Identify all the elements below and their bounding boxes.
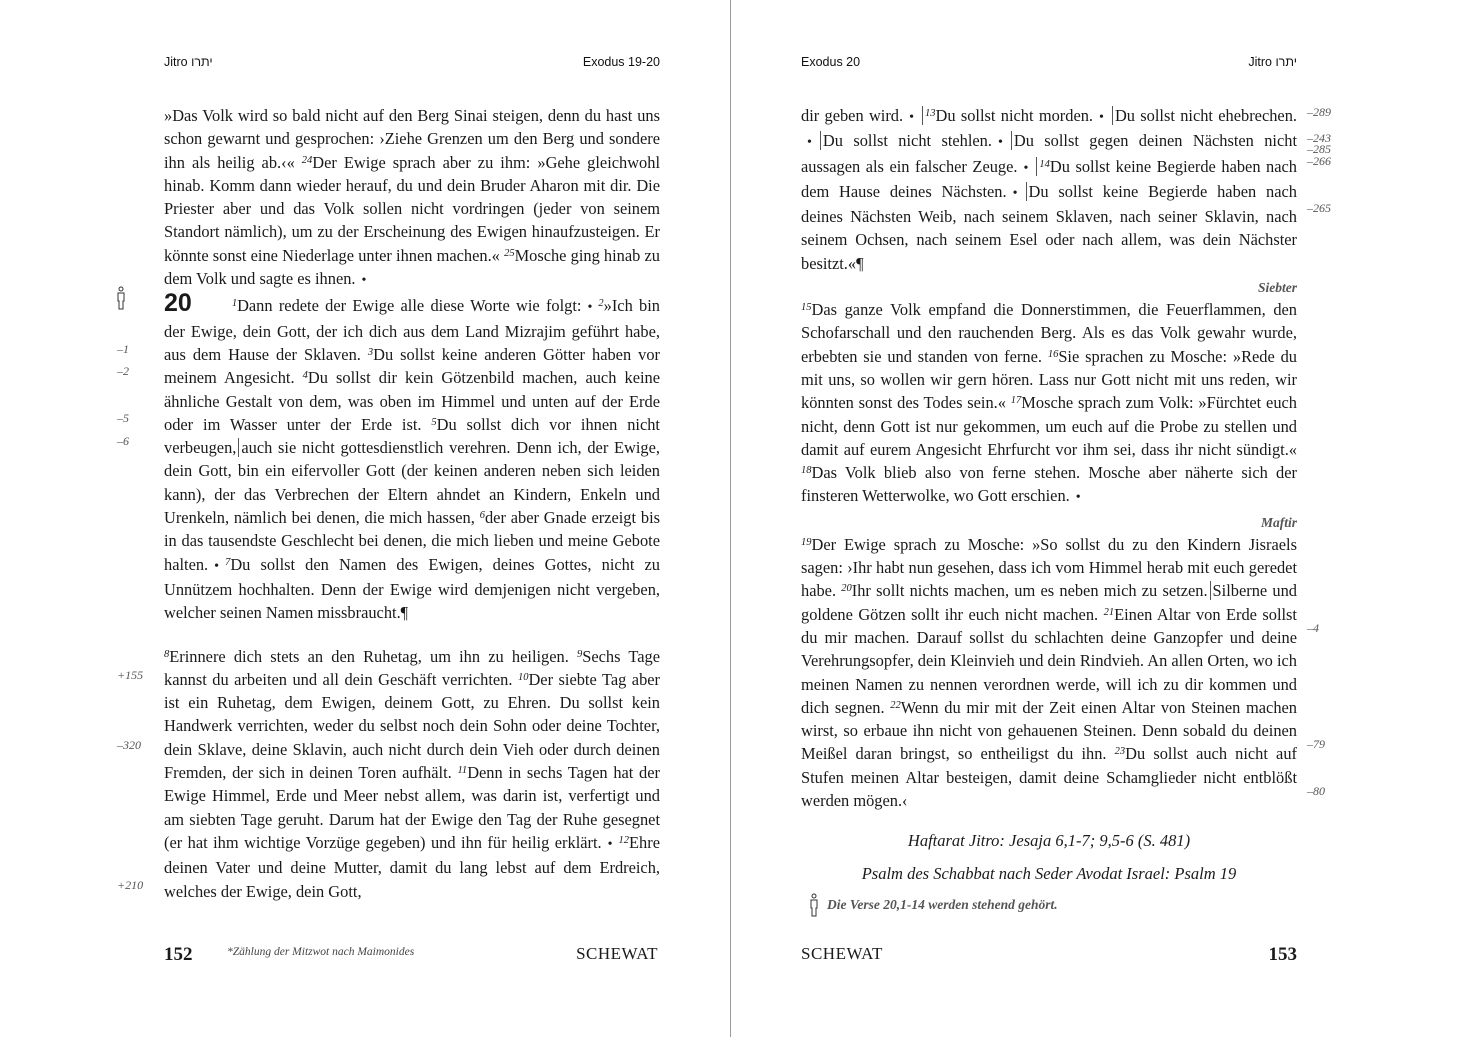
running-header-left: Exodus 20 bbox=[801, 55, 861, 69]
running-header-right: Exodus 19-20 bbox=[582, 55, 660, 69]
mitzwa-number: –289 bbox=[1307, 105, 1331, 119]
left-page bbox=[0, 0, 730, 1037]
verse-number: 6 bbox=[479, 510, 485, 522]
mitzwa-number: –320 bbox=[117, 738, 141, 752]
page-number: 153 bbox=[1268, 944, 1297, 965]
verse-number: 3 bbox=[367, 346, 374, 358]
verse-number: 22 bbox=[890, 699, 901, 711]
verse-number: 9 bbox=[577, 648, 583, 660]
footnote: *Zählung der Mitzwot nach Maimonides bbox=[227, 946, 415, 958]
mitzwa-number: –266 bbox=[1307, 154, 1331, 168]
mitzwa-number: –4 bbox=[1307, 621, 1319, 635]
paragraph: $^{15}$Das ganze Volk empfand die Donnerstimmen, die Feuerflammen, den Schofarschall und den rauchenden Berg. Als es das Volk gewahr wurde, erbebten sie und standen von ferne. $^{16}$Sie sprachen zu Mosche: »Rede du mit uns, so wollen wir gern hören. Lass nur Gott nicht mit uns reden, wir könnten sonst des Todes sein.« $^{17}$Mosche sprach zum Volk: »Fürchtet euch nicht, denn Gott ist nur gekommen, um euch auf die Probe zu stellen und damit auf eurem Angesicht Ehrfurcht vor ihm sei, dass ihr nicht sündigt.« $^{18}$Das Volk blieb also von ferne stehen. Mosche aber näherte sich der finsteren Wetterwolke, wo Gott erschien. • bbox=[801, 300, 1297, 506]
mitzwa-number: –1 bbox=[117, 342, 129, 356]
paragraph: dir geben wird. • $^{13}$Du sollst nicht morden. • Du sollst nicht ehebrechen.• Du sollst nicht stehlen. • Du sollst gegen deinen Nächsten nicht aussagen als ein falscher Zeuge. • $^{14}$Du sollst keine Begierde haben nach dem Hause deines Nächsten. • Du sollst keine Begierde haben nach deines Nächsten Weib, nach seinem Sklaven, nach seiner Sklavin, nach seinem Ochsen, nach seinem Esel oder nach allem, was dein Nächster besitzt.«¶ bbox=[801, 106, 1297, 273]
paragraph: »Das Volk wird so bald nicht auf den Berg Sinai steigen, denn du hast uns schon gewarnt und gesprochen: ›Ziehe Grenzen um den Berg und sondere ihn als heilig ab.‹« $^{24}$Der Ewige sprach aber zu ihm: »Gehe gleichwohl hinab. Komm dann wieder herauf, du und dein Bruder Aharon mit dir. Die Priester aber und das Volk sollen nicht vordringen (jeder von seinem Standort nämlich), um zu der Erscheinung des Ewigen hinaufzusteigen. Er könnte sonst eine Niederlage unter ihnen machen.« $^{25}$Mosche ging hinab zu dem Volk und sagte es ihnen. • bbox=[164, 104, 660, 292]
right-page bbox=[731, 0, 1462, 1037]
verse-number: 13 bbox=[925, 108, 936, 119]
paragraph: $^{19}$Der Ewige sprach zu Mosche: »So sollst du zu den Kindern Jisraels sagen: ›Ihr habt nun gesehen, dass ich vom Himmel herab mit euch geredet habe. $^{20}$Ihr sollt nichts machen, um es neben mich zu setzen. Silberne und goldene Götzen sollt ihr euch nicht machen. $^{21}$Einen Altar von Erde sollst du mir machen. Darauf sollst du schlachten deine Ganzopfer und deine Verehrungsopfer, dein Kleinvieh und dein Rindvieh. An allen Orten, wo ich meinen Namen zu nennen verordnen werde, will ich zu dir kommen und dich segnen. $^{22}$Wenn du mir mit der Zeit einen Altar von Steinen machen wirst, so erbaue ihn nicht von gehauenen Steinen. Denn sobald du deinen Meißel daran bringst, so entheiligst du ihn. $^{23}$Du sollst auch nicht auf Stufen meinen Altar besteigen, damit deine Schamglieder nicht entblößt werden mögen.‹ bbox=[801, 534, 1297, 811]
mitzwa-number: –2 bbox=[117, 364, 129, 378]
standing-note-text: Die Verse 20,1-14 werden stehend gehört. bbox=[827, 897, 1058, 912]
verse-number: 17 bbox=[1010, 395, 1022, 407]
verse-number: 23 bbox=[1114, 746, 1126, 758]
verse-number: 15 bbox=[801, 302, 812, 314]
mitzwa-number: –265 bbox=[1307, 201, 1331, 215]
mitzwa-number: +155 bbox=[117, 668, 144, 682]
running-header-left: Jitro יתרו bbox=[164, 55, 213, 69]
verse-number: 24 bbox=[301, 154, 313, 166]
paragraph: $^8$Erinnere dich stets an den Ruhetag, um ihn zu heiligen. $^9$Sechs Tage kannst du arbeiten und all dein Geschäft verrichten. $^{10}$Der siebte Tag aber ist ein Ruhetag, dem Ewigen, deinem Gott, zu Ehren. Du sollst kein Handwerk verrichten, weder du selbst noch dein Sohn oder deine Tochter, dein Sklave, deine Sklavin, auch nicht durch dein Vieh oder durch deinen Fremden, der sich in deinen Toren aufhält. $^{11}$Denn in sechs Tagen hat der Ewige Himmel, Erde und Meer nebst allem, was darin ist, verfertigt und am siebten Tage geruht. Darum hat der Ewige den Tag der Ruhe gesegnet (er hat ihm wichtige Vorzüge gegeben) und ihn für heilig erklärt. • $^{12}$Ehre deinen Vater und deine Mutter, damit du lang lebst auf dem Erdreich, welches der Ewige, dein Gott, bbox=[164, 646, 661, 901]
verse-number: 19 bbox=[801, 536, 812, 548]
verse-number: 18 bbox=[801, 465, 812, 477]
verse-number: 10 bbox=[517, 671, 529, 683]
month-label: SCHEWAT bbox=[801, 944, 883, 963]
chapter-number: 20 bbox=[164, 289, 192, 318]
verse-number: 11 bbox=[457, 765, 468, 777]
haftarat-reference: Haftarat Jitro: Jesaja 6,1-7; 9,5-6 (S. 481) bbox=[907, 831, 1191, 850]
verse-number: 14 bbox=[1039, 158, 1050, 170]
mitzwa-number: –5 bbox=[117, 411, 129, 425]
paragraph: 20 $^1$Dann redete der Ewige alle diese Worte wie folgt: • $^2$»Ich bin der Ewige, dein Gott, der ich dich aus dem Land Mizrajim geführt habe, aus dem Hause der Sklaven. $^3$Du sollst keine anderen Götter haben vor meinem Angesicht. $^4$Du sollst dir kein Götzenbild machen, auch keine ähnliche Gestalt von dem, was oben im Himmel und unten auf der Erde oder im Wasser unter der Erde ist. $^5$Du sollst dich vor ihnen nicht verbeugen, auch sie nicht gottesdienstlich verehren. Denn ich, der Ewige, dein Gott, bin ein eifervoller Gott (der keinen anderen neben sich leiden kann), der das Verbrechen der Eltern ahndet an Kindern, Enkeln und Urenkeln, nämlich bei denen, die mich hassen, $^6$der aber Gnade erzeigt bis in das tausendste Geschlecht bei denen, die mich lieben und meine Gebote halten. • $^7$Du sollst den Namen des Ewigen, deines Gottes, nicht zu Unnützem hochhalten. Denn der Ewige wird demjenigen nicht vergeben, welcher seinen Namen missbraucht.¶ bbox=[164, 289, 661, 623]
section-dot: • bbox=[361, 273, 367, 289]
right-body-text bbox=[801, 104, 1297, 812]
mitzwa-number: –285 bbox=[1307, 142, 1331, 156]
page-number: 152 bbox=[164, 944, 193, 965]
mitzwa-number: –243 bbox=[1307, 131, 1331, 145]
mitzwa-number: –80 bbox=[1307, 784, 1325, 798]
verse-number: 2 bbox=[598, 298, 604, 310]
psalm-reference: Psalm des Schabbat nach Seder Avodat Israel: Psalm 19 bbox=[861, 864, 1237, 883]
verse-number: 8 bbox=[164, 648, 170, 660]
month-label: SCHEWAT bbox=[576, 944, 658, 963]
standing-note bbox=[807, 893, 1058, 917]
verse-number: 21 bbox=[1103, 606, 1115, 618]
verse-number: 16 bbox=[1047, 348, 1059, 360]
verse-number: 1 bbox=[231, 298, 238, 310]
mitzwa-divider bbox=[238, 438, 239, 457]
section-heading-maftir: Maftir bbox=[1260, 514, 1297, 530]
running-header-right: Jitro יתרו bbox=[1248, 55, 1297, 69]
verse-number: 5 bbox=[431, 416, 437, 428]
standing-figure-icon bbox=[807, 893, 821, 917]
verse-number: 7 bbox=[225, 556, 231, 568]
mitzwa-number: +210 bbox=[117, 878, 144, 892]
standing-figure-icon bbox=[114, 286, 128, 310]
verse-number: 4 bbox=[302, 370, 308, 382]
section-heading-siebter: Siebter bbox=[1258, 280, 1297, 296]
verse-number: 25 bbox=[504, 247, 515, 259]
left-body-text bbox=[164, 104, 660, 903]
mitzwa-number: –79 bbox=[1307, 737, 1325, 751]
verse-number: 12 bbox=[618, 834, 630, 846]
verse-number: 20 bbox=[841, 583, 852, 595]
mitzwa-number: –6 bbox=[117, 434, 129, 448]
